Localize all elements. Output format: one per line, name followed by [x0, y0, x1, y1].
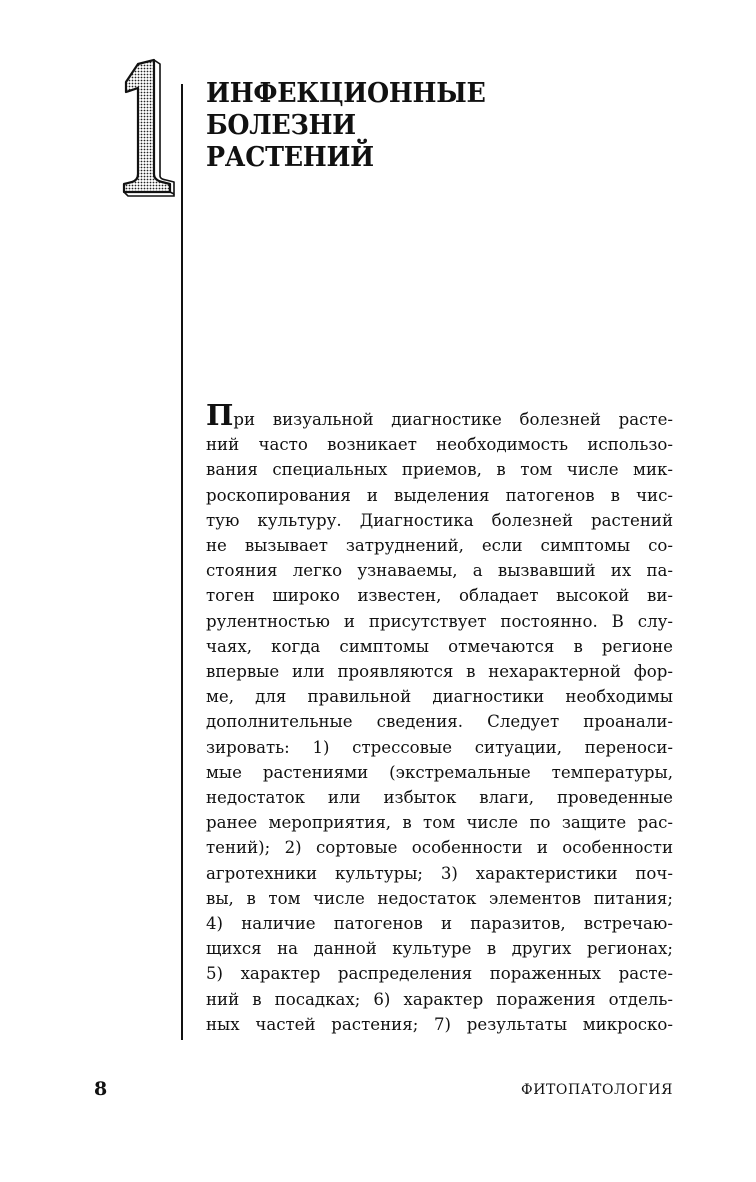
paragraph-line: рулентностью и присутствует постоянно. В слу-	[206, 611, 673, 631]
paragraph-line-text: ри визуальной диагностике болезней расте-	[233, 410, 673, 429]
paragraph-line: дополнительные сведения. Следует проанали-	[206, 712, 673, 732]
paragraph-line: стояния легко узнаваемы, а вызвавший их па-	[206, 561, 673, 581]
chapter-title-line: ИНФЕКЦИОННЫЕ	[206, 78, 486, 109]
paragraph-line: 4) наличие патогенов и паразитов, встречаю-	[206, 914, 673, 934]
paragraph-line: вания специальных приемов, в том числе мик-	[206, 460, 673, 480]
chapter-title-line: РАСТЕНИЙ	[206, 142, 374, 173]
paragraph-line: тоген широко известен, обладает высокой ви-	[206, 586, 673, 606]
paragraph-line: щихся на данной культуре в других регионах;	[206, 939, 673, 959]
paragraph-line: агротехники культуры; 3) характеристики поч-	[206, 863, 673, 883]
paragraph-line: ме, для правильной диагностики необходимы	[206, 687, 673, 707]
paragraph-line: ний в посадках; 6) характер поражения отдель-	[206, 989, 673, 1009]
paragraph-line: вы, в том числе недостаток элементов питания;	[206, 888, 673, 908]
paragraph-line: тений); 2) сортовые особенности и особенности	[206, 838, 673, 858]
page-number: 8	[94, 1078, 108, 1100]
chapter-title	[206, 78, 486, 174]
paragraph-line: роскопирования и выделения патогенов в чис-	[206, 485, 673, 505]
paragraph-line: ний часто возникает необходимость использо-	[206, 435, 673, 455]
paragraph-line: ранее мероприятия, в том числе по защите рас-	[206, 813, 673, 833]
running-title: ФИТОПАТОЛОГИЯ	[520, 1082, 673, 1098]
paragraph-line: недостаток или избыток влаги, проведенные	[206, 788, 673, 808]
paragraph-line: впервые или проявляются в нехарактерной фор-	[206, 662, 673, 682]
chapter-number	[116, 58, 176, 198]
chapter-divider-rule	[181, 84, 183, 1040]
drop-cap: П	[206, 398, 234, 432]
paragraph-line: не вызывает затруднений, если симптомы со-	[206, 536, 673, 556]
paragraph-line: мые растениями (экстремальные температуры,	[206, 762, 673, 782]
paragraph-line	[206, 398, 673, 432]
paragraph-line: тую культуру. Диагностика болезней растений	[206, 510, 673, 530]
chapter-title-line: БОЛЕЗНИ	[206, 110, 356, 141]
paragraph-line: чаях, когда симптомы отмечаются в регионе	[206, 636, 673, 656]
paragraph-line: ных частей растения; 7) результаты микроско-	[206, 1014, 673, 1034]
paragraph-line: 5) характер распределения пораженных расте-	[206, 964, 673, 984]
chapter-number-text	[116, 198, 117, 199]
chapter-number-glyph	[116, 58, 176, 198]
paragraph-line: зировать: 1) стрессовые ситуации, переноси-	[206, 737, 673, 757]
body-paragraph	[206, 398, 673, 1037]
